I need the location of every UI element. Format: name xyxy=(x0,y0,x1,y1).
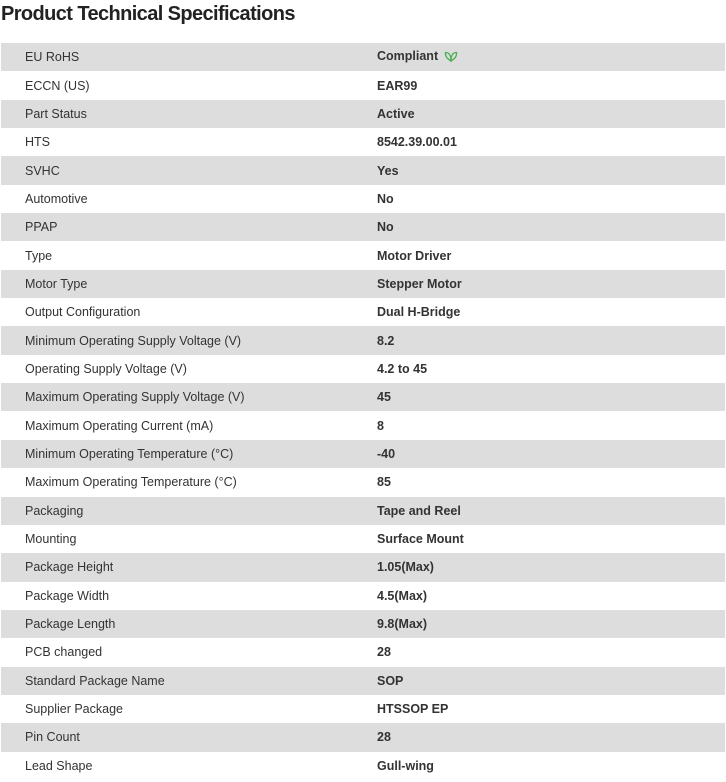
spec-value: 1.05(Max) xyxy=(377,560,434,575)
spec-label: Operating Supply Voltage (V) xyxy=(1,355,377,383)
spec-row xyxy=(1,468,725,496)
spec-row xyxy=(1,43,725,71)
spec-label: EU RoHS xyxy=(1,43,377,71)
spec-label: Output Configuration xyxy=(1,298,377,326)
spec-table-body xyxy=(1,43,725,780)
spec-label: HTS xyxy=(1,128,377,156)
spec-label: Packaging xyxy=(1,497,377,525)
spec-row xyxy=(1,638,725,666)
spec-value-cell xyxy=(377,525,725,553)
spec-label: Type xyxy=(1,241,377,269)
spec-value: No xyxy=(377,220,394,235)
spec-row xyxy=(1,298,725,326)
spec-label: ECCN (US) xyxy=(1,71,377,99)
spec-label: PCB changed xyxy=(1,638,377,666)
spec-value: -40 xyxy=(377,446,396,461)
spec-row xyxy=(1,128,725,156)
spec-value: Gull-wing xyxy=(377,758,434,773)
spec-value-cell xyxy=(377,241,725,269)
spec-value-cell xyxy=(377,610,725,638)
spec-value: SOP xyxy=(377,673,404,688)
spec-row xyxy=(1,752,725,780)
spec-value-cell xyxy=(377,298,725,326)
spec-row xyxy=(1,100,725,128)
spec-value-cell xyxy=(377,440,725,468)
spec-value-cell xyxy=(377,752,725,780)
spec-value-cell xyxy=(377,582,725,610)
spec-value: 4.5(Max) xyxy=(377,588,428,603)
spec-label: Maximum Operating Supply Voltage (V) xyxy=(1,383,377,411)
spec-value-cell xyxy=(377,638,725,666)
spec-row xyxy=(1,497,725,525)
spec-value-cell xyxy=(377,71,725,99)
spec-row xyxy=(1,695,725,723)
spec-value-cell xyxy=(377,695,725,723)
spec-value: 85 xyxy=(377,475,391,490)
spec-value: 45 xyxy=(377,390,391,405)
spec-row xyxy=(1,411,725,439)
spec-row xyxy=(1,326,725,354)
spec-value-cell xyxy=(377,497,725,525)
spec-value: HTSSOP EP xyxy=(377,702,449,717)
spec-row xyxy=(1,582,725,610)
spec-value: Surface Mount xyxy=(377,532,464,547)
spec-label: Supplier Package xyxy=(1,695,377,723)
spec-value: 28 xyxy=(377,645,391,660)
spec-row xyxy=(1,241,725,269)
spec-value: 9.8(Max) xyxy=(377,617,428,632)
spec-value-cell xyxy=(377,213,725,241)
spec-value-cell xyxy=(377,383,725,411)
spec-value: Yes xyxy=(377,163,399,178)
spec-value: Compliant xyxy=(377,49,439,64)
spec-row xyxy=(1,440,725,468)
spec-value-cell xyxy=(377,326,725,354)
spec-value-cell xyxy=(377,553,725,581)
spec-value: Dual H-Bridge xyxy=(377,305,461,320)
spec-value: Active xyxy=(377,106,415,121)
spec-label: Mounting xyxy=(1,525,377,553)
spec-label: Pin Count xyxy=(1,723,377,751)
spec-label: Package Width xyxy=(1,582,377,610)
spec-row xyxy=(1,185,725,213)
spec-value-cell xyxy=(377,723,725,751)
spec-row xyxy=(1,610,725,638)
spec-value: 8542.39.00.01 xyxy=(377,135,457,150)
spec-value: EAR99 xyxy=(377,78,418,93)
spec-value-cell xyxy=(377,156,725,184)
spec-row xyxy=(1,525,725,553)
spec-value: Stepper Motor xyxy=(377,276,462,291)
spec-value-cell xyxy=(377,468,725,496)
spec-value-cell xyxy=(377,667,725,695)
spec-row xyxy=(1,667,725,695)
spec-label: Package Length xyxy=(1,610,377,638)
spec-value-cell xyxy=(377,128,725,156)
page-title: Product Technical Specifications xyxy=(1,3,295,25)
spec-value-cell xyxy=(377,43,725,71)
spec-value: 8 xyxy=(377,418,384,433)
leaf-icon xyxy=(444,50,458,65)
spec-value-cell xyxy=(377,270,725,298)
spec-row xyxy=(1,213,725,241)
spec-label: Package Height xyxy=(1,553,377,581)
spec-table xyxy=(1,43,725,780)
spec-value: Tape and Reel xyxy=(377,503,461,518)
spec-row xyxy=(1,383,725,411)
spec-label: Motor Type xyxy=(1,270,377,298)
spec-row xyxy=(1,270,725,298)
spec-value: 8.2 xyxy=(377,333,395,348)
spec-label: Maximum Operating Temperature (°C) xyxy=(1,468,377,496)
spec-value: No xyxy=(377,191,394,206)
spec-value: Motor Driver xyxy=(377,248,452,263)
spec-label: Standard Package Name xyxy=(1,667,377,695)
spec-label: Part Status xyxy=(1,100,377,128)
spec-row xyxy=(1,553,725,581)
spec-value-cell xyxy=(377,185,725,213)
spec-value: 4.2 to 45 xyxy=(377,361,428,376)
spec-row xyxy=(1,355,725,383)
spec-row xyxy=(1,156,725,184)
spec-label: Lead Shape xyxy=(1,752,377,780)
spec-row xyxy=(1,71,725,99)
spec-label: SVHC xyxy=(1,156,377,184)
spec-label: Minimum Operating Supply Voltage (V) xyxy=(1,326,377,354)
spec-value-cell xyxy=(377,355,725,383)
spec-value: 28 xyxy=(377,730,391,745)
spec-label: Automotive xyxy=(1,185,377,213)
spec-value-cell xyxy=(377,411,725,439)
spec-label: PPAP xyxy=(1,213,377,241)
spec-row xyxy=(1,723,725,751)
spec-value-cell xyxy=(377,100,725,128)
spec-label: Maximum Operating Current (mA) xyxy=(1,411,377,439)
spec-label: Minimum Operating Temperature (°C) xyxy=(1,440,377,468)
